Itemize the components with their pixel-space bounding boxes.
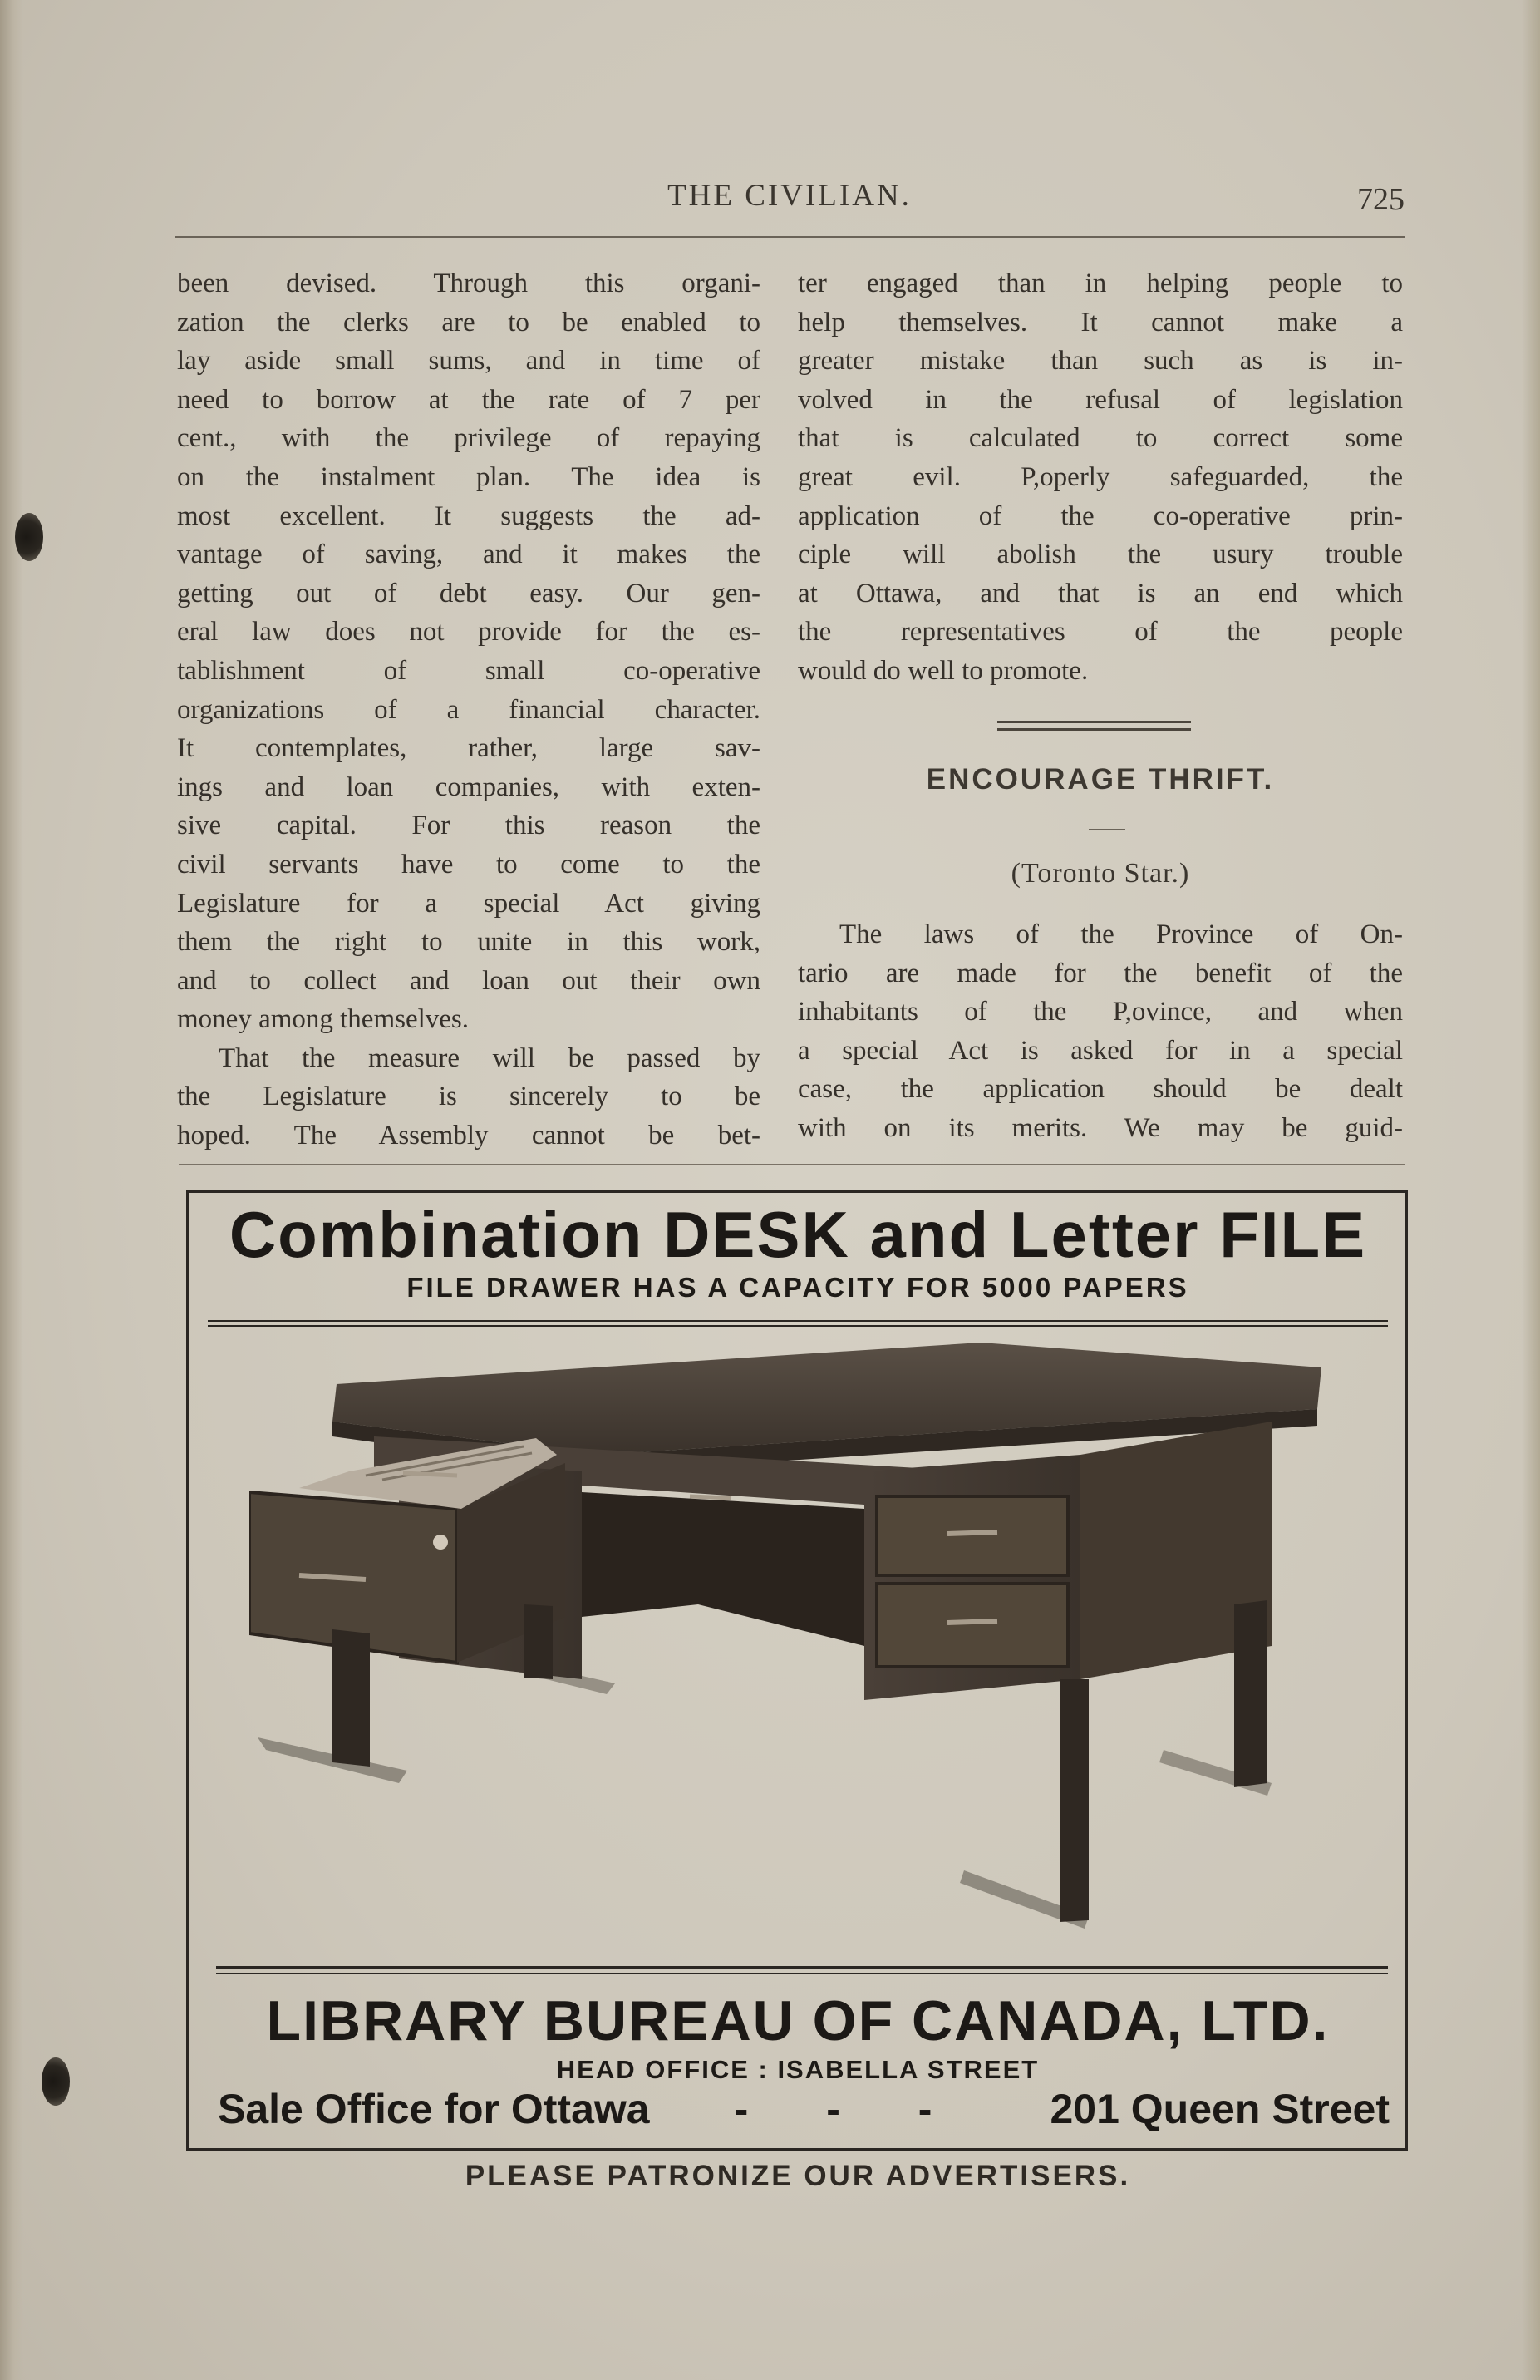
section-title: ENCOURAGE THRIFT. xyxy=(926,763,1275,796)
text-line: would do well to promote. xyxy=(798,655,1089,686)
ad-rule-top xyxy=(208,1320,1388,1327)
text-line: zation the clerks are to be enabled to xyxy=(177,307,760,338)
title-dash xyxy=(1089,829,1125,830)
text-line: lay aside small sums, and in time of xyxy=(177,346,760,377)
text-line: sive capital. For this reason the xyxy=(177,811,760,841)
text-line: on the instalment plan. The idea is xyxy=(177,461,760,492)
text-line: application of the co-operative prin- xyxy=(798,500,1403,531)
body-end-rule xyxy=(179,1164,1405,1165)
ad-rule-bottom xyxy=(216,1966,1388,1974)
text-line: getting out of debt easy. Our gen- xyxy=(177,578,760,609)
text-line: hoped. The Assembly cannot be bet- xyxy=(177,1121,760,1151)
text-line: It contemplates, rather, large sav- xyxy=(177,733,760,764)
left-column xyxy=(177,264,760,1156)
text-line: greater mistake than such as is in- xyxy=(798,346,1403,377)
text-line: the representatives of the people xyxy=(798,617,1403,648)
ad-head-office: HEAD OFFICE : ISABELLA STREET xyxy=(556,2055,1040,2084)
text-line: ciple will abolish the usury trouble xyxy=(798,540,1403,570)
ad-title: Combination DESK and Letter FILE xyxy=(229,1198,1367,1271)
section-divider xyxy=(997,721,1191,731)
text-line: money among themselves. xyxy=(177,1004,470,1035)
text-line: tablishment of small co-operative xyxy=(177,655,760,686)
ad-subtitle: FILE DRAWER HAS A CAPACITY FOR 5000 PAPERS xyxy=(406,1272,1189,1303)
text-line: organizations of a financial character. xyxy=(177,694,760,725)
page-number: 725 xyxy=(1357,182,1405,217)
text-line: That the measure will be passed by xyxy=(219,1042,760,1073)
text-line: a special Act is asked for in a special xyxy=(798,1035,1403,1066)
text-line: with on its merits. We may be guid- xyxy=(798,1112,1403,1143)
sale-office-address: 201 Queen Street xyxy=(1050,2086,1390,2132)
text-line: ings and loan companies, with exten- xyxy=(177,771,760,802)
text-line: eral law does not provide for the es- xyxy=(177,617,760,648)
sale-office-dashes: - - - xyxy=(734,2086,966,2132)
text-line: most excellent. It suggests the ad- xyxy=(177,500,760,531)
text-line: them the right to unite in this work, xyxy=(177,927,760,958)
desk-illustration xyxy=(249,1330,1355,1962)
header-rule xyxy=(175,236,1405,238)
text-line: at Ottawa, and that is an end which xyxy=(798,578,1403,609)
text-line: ter engaged than in helping people to xyxy=(798,269,1403,298)
page-edge-shadow xyxy=(1522,0,1540,2380)
text-line: tario are made for the benefit of the xyxy=(798,958,1403,988)
page-footer: PLEASE PATRONIZE OUR ADVERTISERS. xyxy=(465,2160,1131,2192)
section-byline: (Toronto Star.) xyxy=(1011,858,1190,889)
ad-sale-office xyxy=(218,2085,1390,2133)
text-line: great evil. P,operly safeguarded, the xyxy=(798,461,1403,492)
text-line: cent., with the privilege of repaying xyxy=(177,423,760,454)
running-header-title: THE CIVILIAN. xyxy=(667,179,912,213)
text-line: vantage of saving, and it makes the xyxy=(177,540,760,570)
binding-spine xyxy=(0,0,23,2380)
text-line: Legislature for a special Act giving xyxy=(177,888,760,919)
text-line: inhabitants of the P,ovince, and when xyxy=(798,997,1403,1027)
text-line: and to collect and loan out their own xyxy=(177,965,760,996)
sale-office-label: Sale Office for Ottawa xyxy=(218,2086,650,2132)
punch-hole-icon xyxy=(42,2057,70,2106)
text-line: been devised. Through this organi- xyxy=(177,269,760,298)
punch-hole-icon xyxy=(15,513,43,561)
text-line: that is calculated to correct some xyxy=(798,423,1403,454)
text-line: help themselves. It cannot make a xyxy=(798,307,1403,338)
section-body xyxy=(798,915,1403,1148)
ad-company-name: LIBRARY BUREAU OF CANADA, LTD. xyxy=(266,1989,1330,2052)
text-line: civil servants have to come to the xyxy=(177,849,760,880)
text-line: case, the application should be dealt xyxy=(798,1074,1403,1105)
text-line: volved in the refusal of legislation xyxy=(798,384,1403,415)
text-line: The laws of the Province of On- xyxy=(839,919,1403,949)
text-line: the Legislature is sincerely to be xyxy=(177,1082,760,1112)
text-line: need to borrow at the rate of 7 per xyxy=(177,384,760,415)
right-column xyxy=(798,264,1403,691)
